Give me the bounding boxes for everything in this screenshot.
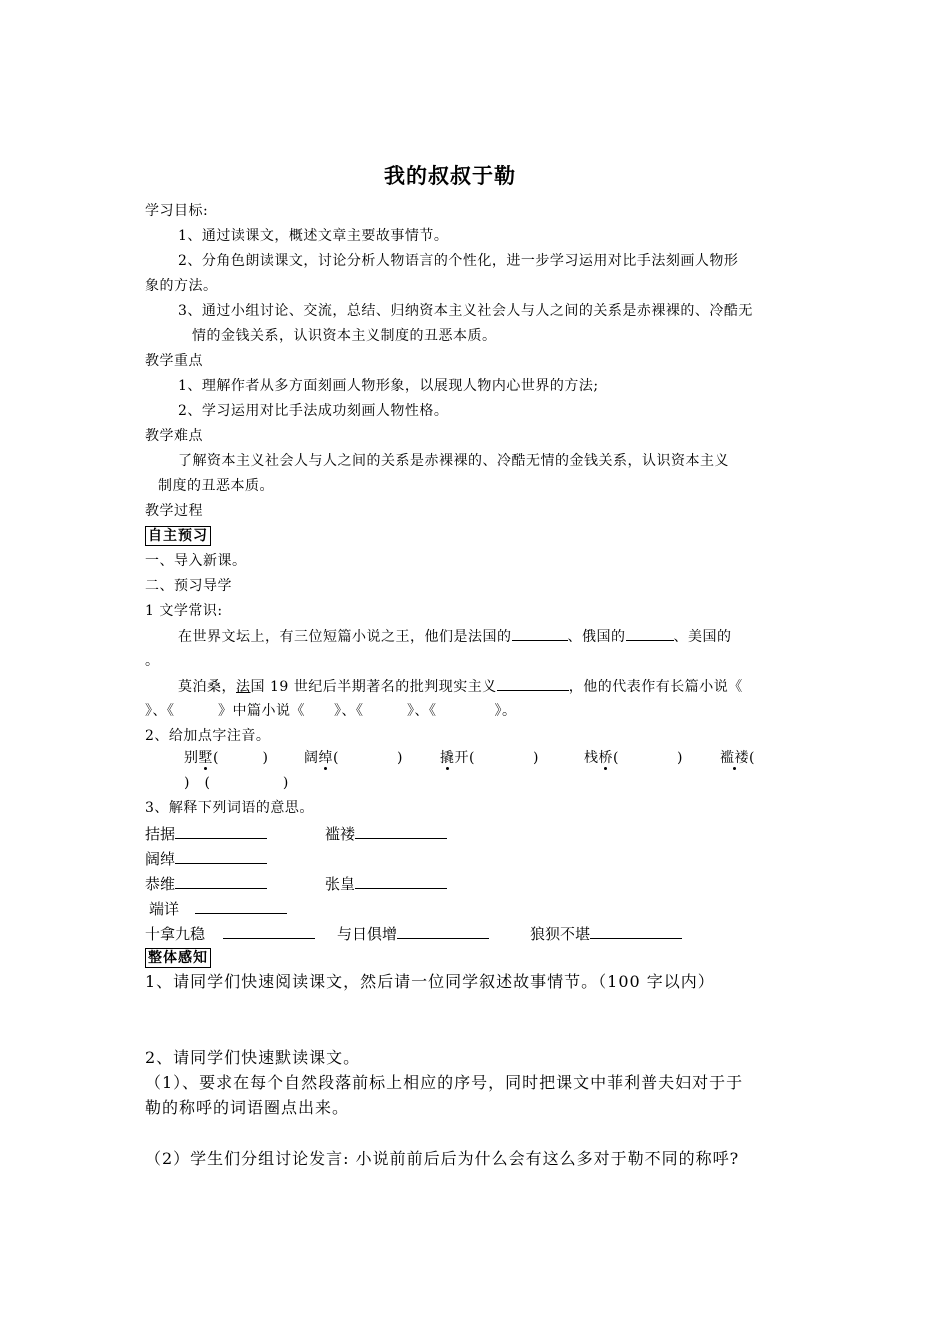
vocab-blank[interactable] xyxy=(355,823,447,839)
blank-literary-school[interactable] xyxy=(497,675,569,691)
pinyin-line-2: ) ( ) xyxy=(184,775,289,791)
vocab-blank[interactable] xyxy=(175,848,267,864)
literature-line-2 xyxy=(178,675,843,698)
pinyin-word-5: 褴褛( xyxy=(720,750,755,766)
vocab-item-gongwei: 恭维 xyxy=(145,873,267,895)
difficulty-1-cont: 制度的丑恶本质。 xyxy=(158,478,274,494)
literature-line-1-end: 。 xyxy=(145,653,160,669)
overall-question-1: 1、请同学们快速阅读课文，然后请一位同学叙述故事情节。（100 字以内） xyxy=(145,972,715,991)
pinyin-word-4: 栈桥( ) xyxy=(584,750,683,766)
literature-label: 1 文学常识: xyxy=(145,603,223,619)
vocab-item-lanlv: 褴褛 xyxy=(325,823,447,845)
key-point-2: 2、学习运用对比手法成功刻画人物性格。 xyxy=(178,403,449,419)
objective-2: 2、分角色朗读课文，讨论分析人物语言的个性化，进一步学习运用对比手法刻画人物形 xyxy=(178,253,739,269)
objective-2-cont: 象的方法。 xyxy=(145,278,218,294)
lit2-text-c: ，他的代表作有长篇小说《 xyxy=(568,679,743,695)
overall-question-2-1: （1）、要求在每个自然段落前标上相应的序号，同时把课文中菲利普夫妇对于于 xyxy=(145,1073,744,1092)
vocab-item-shinajiuwen: 十拿九稳 xyxy=(145,923,315,945)
vocab-blank[interactable] xyxy=(590,923,682,939)
overall-question-2: 2、请同学们快速默读课文。 xyxy=(145,1048,361,1067)
lit2-text-b: 国 19 世纪后半期著名的批判现实主义 xyxy=(250,679,497,695)
literature-line-3: 》、《 》中篇小说《 》、《 》、《 》。 xyxy=(145,703,517,719)
objective-3-cont: 情的金钱关系，认识资本主义制度的丑恶本质。 xyxy=(192,328,497,344)
objective-3: 3、通过小组讨论、交流，总结、归纳资本主义社会人与人之间的关系是赤裸裸的、冷酷无 xyxy=(178,303,753,319)
lit2-text-a: 莫泊桑， xyxy=(178,679,236,695)
pinyin-word-3: 撬开( ) xyxy=(440,750,539,766)
overall-question-2-1-cont: 勒的称呼的词语圈点出来。 xyxy=(145,1098,350,1117)
difficulty-1: 了解资本主义社会人与人之间的关系是赤裸裸的、冷酷无情的金钱关系，认识资本主义 xyxy=(178,453,729,469)
vocab-item-kuochuo: 阔绰 xyxy=(145,848,267,870)
vocab-blank[interactable] xyxy=(175,823,267,839)
vocab-item-yurijuzeng: 与日俱增 xyxy=(337,923,489,945)
lit2-fa: 法 xyxy=(236,679,251,695)
pinyin-label: 2、给加点字注音。 xyxy=(145,728,271,744)
overall-question-2-2: （2）学生们分组讨论发言: 小说前前后后为什么会有这么多对于勒不同的称呼? xyxy=(145,1149,740,1168)
lit-text-a: 在世界文坛上，有三位短篇小说之王，他们是法国的 xyxy=(178,629,512,645)
lit-text-b: 、俄国的 xyxy=(567,629,626,645)
objective-1: 1、通过读课文，概述文章主要故事情节。 xyxy=(178,228,449,244)
process-heading: 教学过程 xyxy=(145,503,203,519)
section-box-preview: 自主预习 xyxy=(145,526,211,546)
pinyin-word-2: 阔绰( ) xyxy=(304,750,403,766)
objectives-heading: 学习目标: xyxy=(145,203,209,219)
vocab-label: 3、解释下列词语的意思。 xyxy=(145,800,314,816)
page-title: 我的叔叔于勒 xyxy=(384,163,516,188)
vocab-blank[interactable] xyxy=(223,923,315,939)
blank-france-author[interactable] xyxy=(512,625,568,641)
difficulties-heading: 教学难点 xyxy=(145,428,203,444)
vocab-blank[interactable] xyxy=(175,873,267,889)
vocab-item-duanxiang: 端详 xyxy=(149,898,287,920)
vocab-blank[interactable] xyxy=(397,923,489,939)
preview-intro: 一、导入新课。 xyxy=(145,553,247,569)
key-point-1: 1、理解作者从多方面刻画人物形象，以展现人物内心世界的方法; xyxy=(178,378,599,394)
vocab-item-zhanghuang: 张皇 xyxy=(325,873,447,895)
section-box-overall: 整体感知 xyxy=(145,948,211,968)
lit-text-c: 、美国的 xyxy=(673,629,732,645)
vocab-blank[interactable] xyxy=(355,873,447,889)
blank-russia-author[interactable] xyxy=(626,625,674,641)
key-points-heading: 教学重点 xyxy=(145,353,203,369)
vocab-item-jieju: 拮据 xyxy=(145,823,267,845)
literature-line-1 xyxy=(178,625,843,648)
pinyin-word-1: 别墅( ) xyxy=(184,750,269,766)
vocab-blank[interactable] xyxy=(195,898,287,914)
preview-guide: 二、预习导学 xyxy=(145,578,232,594)
vocab-item-langbeibukan: 狼狈不堪 xyxy=(530,923,682,945)
